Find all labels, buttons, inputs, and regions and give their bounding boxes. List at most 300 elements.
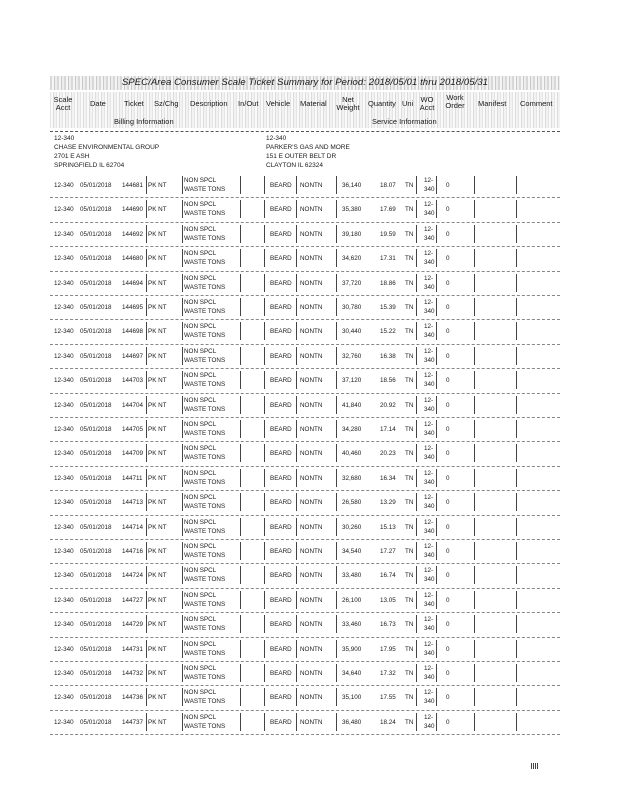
column-rule xyxy=(474,688,475,706)
cell-acct: 12-340 xyxy=(54,694,74,702)
description-line: NON SPCL xyxy=(184,640,217,648)
column-rule xyxy=(264,274,265,292)
description-line: NON SPCL xyxy=(184,713,217,721)
cell-unit: TN xyxy=(405,279,414,287)
cell-quantity: 17.69 xyxy=(380,206,396,214)
cell-unit: TN xyxy=(405,255,414,263)
table-row xyxy=(50,345,560,369)
cell-material: NONTN xyxy=(300,572,323,580)
cell-work-order: 0 xyxy=(446,206,450,214)
cell-net-weight: 39,180 xyxy=(342,230,362,238)
cell-vehicle: BEARD xyxy=(270,548,292,555)
column-rule xyxy=(182,713,183,731)
cell-wo-acct xyxy=(424,249,435,267)
cell-date: 05/01/2018 xyxy=(80,474,112,482)
cell-net-weight: 35,900 xyxy=(342,645,362,653)
cell-date: 05/01/2018 xyxy=(80,230,112,238)
cell-description xyxy=(184,396,225,414)
cell-wo-acct xyxy=(424,713,435,731)
column-rule xyxy=(264,298,265,316)
cell-net-weight: 35,100 xyxy=(342,694,362,702)
cell-work-order: 0 xyxy=(446,596,450,604)
cell-acct: 12-340 xyxy=(54,401,74,409)
cell-unit: TN xyxy=(405,352,414,360)
cell-acct: 12-340 xyxy=(54,328,74,336)
cell-size: PK NT xyxy=(148,548,167,555)
column-rule xyxy=(182,542,183,560)
table-row xyxy=(50,516,560,540)
description-line: NON SPCL xyxy=(184,567,217,575)
column-rule xyxy=(240,322,241,340)
wo-acct-line: 340 xyxy=(424,698,435,706)
column-rule xyxy=(296,371,297,389)
column-rule xyxy=(264,322,265,340)
column-rule xyxy=(436,371,437,389)
column-rule xyxy=(240,420,241,438)
column-rule xyxy=(264,493,265,511)
cell-unit: TN xyxy=(405,523,414,531)
cell-material: NONTN xyxy=(300,230,323,238)
col-date: Date xyxy=(90,99,106,108)
column-rule xyxy=(240,396,241,414)
column-rule xyxy=(146,493,147,511)
wo-acct-line: 340 xyxy=(424,259,435,267)
cell-quantity: 17.55 xyxy=(380,694,396,702)
column-rule xyxy=(336,371,337,389)
description-line: WASTE TONS xyxy=(184,259,226,267)
cell-size: PK NT xyxy=(148,206,167,214)
cell-net-weight: 33,460 xyxy=(342,621,362,629)
cell-description xyxy=(184,249,225,267)
column-rule xyxy=(146,469,147,487)
column-rule xyxy=(474,200,475,218)
column-rule xyxy=(436,249,437,267)
cell-vehicle: BEARD xyxy=(270,328,292,336)
column-rule xyxy=(474,396,475,414)
column-rule xyxy=(474,225,475,243)
billing-acct: 12-340 xyxy=(54,135,75,142)
column-rule xyxy=(436,396,437,414)
table-row xyxy=(50,442,560,466)
column-rule xyxy=(296,664,297,682)
cell-wo-acct xyxy=(424,298,435,316)
cell-description xyxy=(184,640,225,658)
cell-description xyxy=(184,591,225,609)
column-rule xyxy=(146,640,147,658)
cell-acct: 12-340 xyxy=(54,450,74,458)
wo-acct-line: 340 xyxy=(424,600,435,608)
wo-acct-line: 340 xyxy=(424,649,435,657)
cell-wo-acct xyxy=(424,493,435,511)
table-row xyxy=(50,711,560,735)
column-rule xyxy=(182,493,183,511)
column-rule xyxy=(264,396,265,414)
column-rule xyxy=(182,322,183,340)
column-rule xyxy=(296,640,297,658)
cell-acct: 12-340 xyxy=(54,352,74,360)
column-rule xyxy=(296,542,297,560)
column-rule xyxy=(474,176,475,194)
cell-material: NONTN xyxy=(300,206,323,214)
cell-material: NONTN xyxy=(300,474,323,482)
description-line: WASTE TONS xyxy=(184,649,226,657)
column-rule xyxy=(474,249,475,267)
column-rule xyxy=(336,542,337,560)
table-row xyxy=(50,638,560,662)
description-line: NON SPCL xyxy=(184,299,217,306)
cell-wo-acct xyxy=(424,615,435,633)
wo-acct-line: 340 xyxy=(424,210,435,218)
wo-acct-line: 340 xyxy=(424,674,435,681)
cell-quantity: 18.24 xyxy=(380,718,396,726)
column-rule xyxy=(336,493,337,511)
column-rule xyxy=(436,664,437,682)
column-rule xyxy=(146,444,147,462)
column-rule xyxy=(336,591,337,609)
cell-work-order: 0 xyxy=(446,279,450,287)
cell-net-weight: 34,620 xyxy=(342,255,362,263)
description-line: NON SPCL xyxy=(184,445,217,453)
cell-ticket: 144695 xyxy=(122,304,144,311)
cell-work-order: 0 xyxy=(446,499,450,507)
cell-material: NONTN xyxy=(300,426,323,433)
cell-quantity: 16.73 xyxy=(380,621,396,629)
wo-acct-line: 340 xyxy=(424,722,435,730)
column-rule xyxy=(240,566,241,584)
cell-description xyxy=(184,664,225,682)
cell-acct: 12-340 xyxy=(54,182,74,189)
cell-acct: 12-340 xyxy=(54,499,74,507)
column-rule xyxy=(240,591,241,609)
cell-ticket: 144692 xyxy=(122,230,144,238)
column-rule xyxy=(516,274,517,292)
billing-city: SPRINGFIELD IL 62704 xyxy=(54,162,125,169)
cell-unit: TN xyxy=(405,670,414,677)
cell-description xyxy=(184,322,225,340)
column-rule xyxy=(240,176,241,194)
wo-acct-line: 340 xyxy=(424,356,435,364)
table-row xyxy=(50,223,560,247)
wo-acct-line: 12- xyxy=(424,396,434,404)
description-line: NON SPCL xyxy=(184,323,217,331)
cell-acct: 12-340 xyxy=(54,572,74,580)
column-rule xyxy=(336,420,337,438)
column-rule xyxy=(240,469,241,487)
column-rule xyxy=(416,640,417,658)
cell-unit: TN xyxy=(405,328,414,336)
table-row xyxy=(50,662,560,686)
cell-wo-acct xyxy=(424,396,435,414)
description-line: WASTE TONS xyxy=(184,478,226,486)
wo-acct-line: 12- xyxy=(424,640,434,648)
column-rule xyxy=(516,200,517,218)
description-line: NON SPCL xyxy=(184,250,217,258)
cell-date: 05/01/2018 xyxy=(80,670,112,677)
column-rule xyxy=(336,176,337,194)
wo-acct-line: 12- xyxy=(424,567,434,575)
cell-date: 05/01/2018 xyxy=(80,450,112,458)
column-rule xyxy=(182,298,183,316)
column-rule xyxy=(516,396,517,414)
cell-size: PK NT xyxy=(148,377,167,385)
table-row xyxy=(50,467,560,491)
cell-vehicle: BEARD xyxy=(270,450,292,458)
cell-material: NONTN xyxy=(300,596,323,604)
cell-quantity: 15.22 xyxy=(380,328,396,336)
description-line: NON SPCL xyxy=(184,421,217,428)
service-name: PARKER'S GAS AND MORE xyxy=(266,144,350,151)
cell-material: NONTN xyxy=(300,523,323,531)
column-rule xyxy=(146,518,147,536)
col-net-weight: Net Weight xyxy=(336,95,360,112)
cell-wo-acct xyxy=(424,664,435,682)
column-rule xyxy=(182,444,183,462)
column-rule xyxy=(516,322,517,340)
column-rule xyxy=(516,542,517,560)
column-rule xyxy=(336,664,337,682)
column-rule xyxy=(436,347,437,365)
description-line: NON SPCL xyxy=(184,616,217,624)
table-row xyxy=(50,394,560,418)
column-rule xyxy=(240,713,241,731)
cell-ticket: 144724 xyxy=(122,572,144,580)
cell-unit: TN xyxy=(405,206,414,214)
column-rule xyxy=(474,518,475,536)
column-rule xyxy=(516,591,517,609)
description-line: WASTE TONS xyxy=(184,308,226,315)
column-rule xyxy=(436,615,437,633)
col-size-charge: Sz/Chg xyxy=(154,99,179,108)
cell-material: NONTN xyxy=(300,548,323,555)
column-rule xyxy=(474,566,475,584)
cell-description xyxy=(184,420,225,438)
description-line: WASTE TONS xyxy=(184,552,226,559)
column-rule xyxy=(336,615,337,633)
cell-date: 05/01/2018 xyxy=(80,621,112,629)
column-rule xyxy=(146,371,147,389)
column-rule xyxy=(516,420,517,438)
cell-acct: 12-340 xyxy=(54,377,74,385)
column-rule xyxy=(182,371,183,389)
cell-unit: TN xyxy=(405,401,414,409)
column-rule xyxy=(264,176,265,194)
column-rule xyxy=(264,664,265,682)
column-rule xyxy=(182,347,183,365)
column-rule xyxy=(240,664,241,682)
cell-unit: TN xyxy=(405,377,414,385)
service-city: CLAYTON IL 62324 xyxy=(266,162,323,169)
cell-quantity: 18.86 xyxy=(380,279,396,287)
wo-acct-line: 12- xyxy=(424,469,434,477)
column-rule xyxy=(296,444,297,462)
cell-work-order: 0 xyxy=(446,694,450,702)
column-rule xyxy=(516,249,517,267)
column-rule xyxy=(264,200,265,218)
column-rule xyxy=(516,225,517,243)
wo-acct-line: 12- xyxy=(424,421,434,428)
cell-wo-acct xyxy=(424,518,435,536)
cell-material: NONTN xyxy=(300,377,323,385)
wo-acct-line: 12- xyxy=(424,445,434,453)
cell-work-order: 0 xyxy=(446,572,450,580)
cell-vehicle: BEARD xyxy=(270,621,292,629)
column-rule xyxy=(182,640,183,658)
column-rule xyxy=(296,322,297,340)
cell-quantity: 15.39 xyxy=(380,304,396,311)
cell-work-order: 0 xyxy=(446,230,450,238)
cell-net-weight: 41,840 xyxy=(342,401,362,409)
wo-acct-line: 340 xyxy=(424,503,435,511)
column-rule xyxy=(436,298,437,316)
report-title: SPEC/Area Consumer Scale Ticket Summary for Period: 2018/05/01 thru 2018/05/31 xyxy=(50,76,560,90)
description-line: WASTE TONS xyxy=(184,698,226,706)
column-rule xyxy=(146,591,147,609)
cell-material: NONTN xyxy=(300,304,323,311)
column-rule xyxy=(296,225,297,243)
column-rule xyxy=(182,518,183,536)
wo-acct-line: 340 xyxy=(424,283,435,291)
table-row xyxy=(50,564,560,588)
cell-unit: TN xyxy=(405,548,414,555)
column-rule xyxy=(436,420,437,438)
cell-ticket: 144737 xyxy=(122,718,144,726)
cell-ticket: 144709 xyxy=(122,450,144,458)
column-rule xyxy=(182,225,183,243)
table-row xyxy=(50,247,560,271)
column-rule xyxy=(474,274,475,292)
cell-material: NONTN xyxy=(300,450,323,458)
column-rule xyxy=(182,591,183,609)
billing-info-header: Billing Information xyxy=(114,117,174,126)
wo-acct-line: 340 xyxy=(424,332,435,340)
column-rule xyxy=(240,688,241,706)
cell-size: PK NT xyxy=(148,474,167,482)
column-rule xyxy=(474,542,475,560)
cell-quantity: 20.92 xyxy=(380,401,396,409)
cell-description xyxy=(184,347,225,365)
cell-acct: 12-340 xyxy=(54,645,74,653)
column-rule xyxy=(436,566,437,584)
service-info-header: Service Information xyxy=(372,117,437,126)
cell-description xyxy=(184,469,225,487)
column-rule xyxy=(296,469,297,487)
wo-acct-line: 340 xyxy=(424,430,435,437)
column-rule xyxy=(416,713,417,731)
description-line: WASTE TONS xyxy=(184,405,226,413)
cell-description xyxy=(184,200,225,218)
column-rule xyxy=(516,347,517,365)
wo-acct-line: 12- xyxy=(424,665,434,672)
column-rule xyxy=(146,615,147,633)
column-rule xyxy=(436,225,437,243)
cell-acct: 12-340 xyxy=(54,206,74,214)
table-row xyxy=(50,540,560,564)
cell-description xyxy=(184,274,225,292)
column-rule xyxy=(296,688,297,706)
column-rule xyxy=(516,444,517,462)
column-rule xyxy=(336,298,337,316)
cell-size: PK NT xyxy=(148,328,167,336)
column-rule xyxy=(416,518,417,536)
wo-acct-line: 340 xyxy=(424,576,435,584)
cell-material: NONTN xyxy=(300,499,323,507)
col-work-order: Work Order xyxy=(445,93,465,110)
cell-material: NONTN xyxy=(300,718,323,726)
cell-description xyxy=(184,542,225,560)
column-rule xyxy=(240,493,241,511)
column-rule xyxy=(296,566,297,584)
column-rule xyxy=(516,688,517,706)
description-line: NON SPCL xyxy=(184,372,217,380)
wo-acct-line: 12- xyxy=(424,372,434,380)
column-rule xyxy=(336,200,337,218)
col-quantity: Quantity xyxy=(368,99,396,108)
cell-net-weight: 32,760 xyxy=(342,352,362,360)
column-rule xyxy=(146,688,147,706)
cell-ticket: 144697 xyxy=(122,352,144,360)
column-rule xyxy=(416,493,417,511)
column-rule xyxy=(336,347,337,365)
cell-date: 05/01/2018 xyxy=(80,352,112,360)
table-row xyxy=(50,320,560,344)
cell-description xyxy=(184,493,225,511)
column-rule xyxy=(264,371,265,389)
column-rule xyxy=(264,591,265,609)
cell-unit: TN xyxy=(405,718,414,726)
cell-vehicle: BEARD xyxy=(270,694,292,702)
column-rule xyxy=(146,566,147,584)
cell-vehicle: BEARD xyxy=(270,572,292,580)
description-line: WASTE TONS xyxy=(184,381,226,389)
cell-description xyxy=(184,566,225,584)
col-description: Description xyxy=(190,99,228,108)
column-rule xyxy=(436,591,437,609)
column-rule xyxy=(416,591,417,609)
column-rule xyxy=(240,274,241,292)
column-rule xyxy=(264,688,265,706)
column-rule xyxy=(436,322,437,340)
column-rule xyxy=(336,249,337,267)
column-rule xyxy=(296,591,297,609)
column-rule xyxy=(516,371,517,389)
cell-ticket: 144703 xyxy=(122,377,144,385)
wo-acct-line: 340 xyxy=(424,478,435,486)
col-scale-acct: Scale Acct xyxy=(53,95,73,112)
column-rule xyxy=(146,274,147,292)
column-rule xyxy=(416,298,417,316)
cell-vehicle: BEARD xyxy=(270,377,292,385)
cell-quantity: 18.56 xyxy=(380,377,396,385)
cell-wo-acct xyxy=(424,225,435,243)
description-line: NON SPCL xyxy=(184,689,217,697)
column-rule xyxy=(182,664,183,682)
column-rule xyxy=(146,542,147,560)
cell-vehicle: BEARD xyxy=(270,352,292,360)
cell-work-order: 0 xyxy=(446,255,450,263)
column-rule xyxy=(416,249,417,267)
column-rule xyxy=(146,396,147,414)
cell-net-weight: 36,480 xyxy=(342,718,362,726)
column-rule xyxy=(474,591,475,609)
cell-material: NONTN xyxy=(300,621,323,629)
column-rule xyxy=(146,347,147,365)
table-row xyxy=(50,589,560,613)
cell-ticket: 144716 xyxy=(122,548,144,555)
cell-size: PK NT xyxy=(148,352,167,360)
cell-vehicle: BEARD xyxy=(270,279,292,287)
cell-size: PK NT xyxy=(148,230,167,238)
cell-date: 05/01/2018 xyxy=(80,255,112,263)
